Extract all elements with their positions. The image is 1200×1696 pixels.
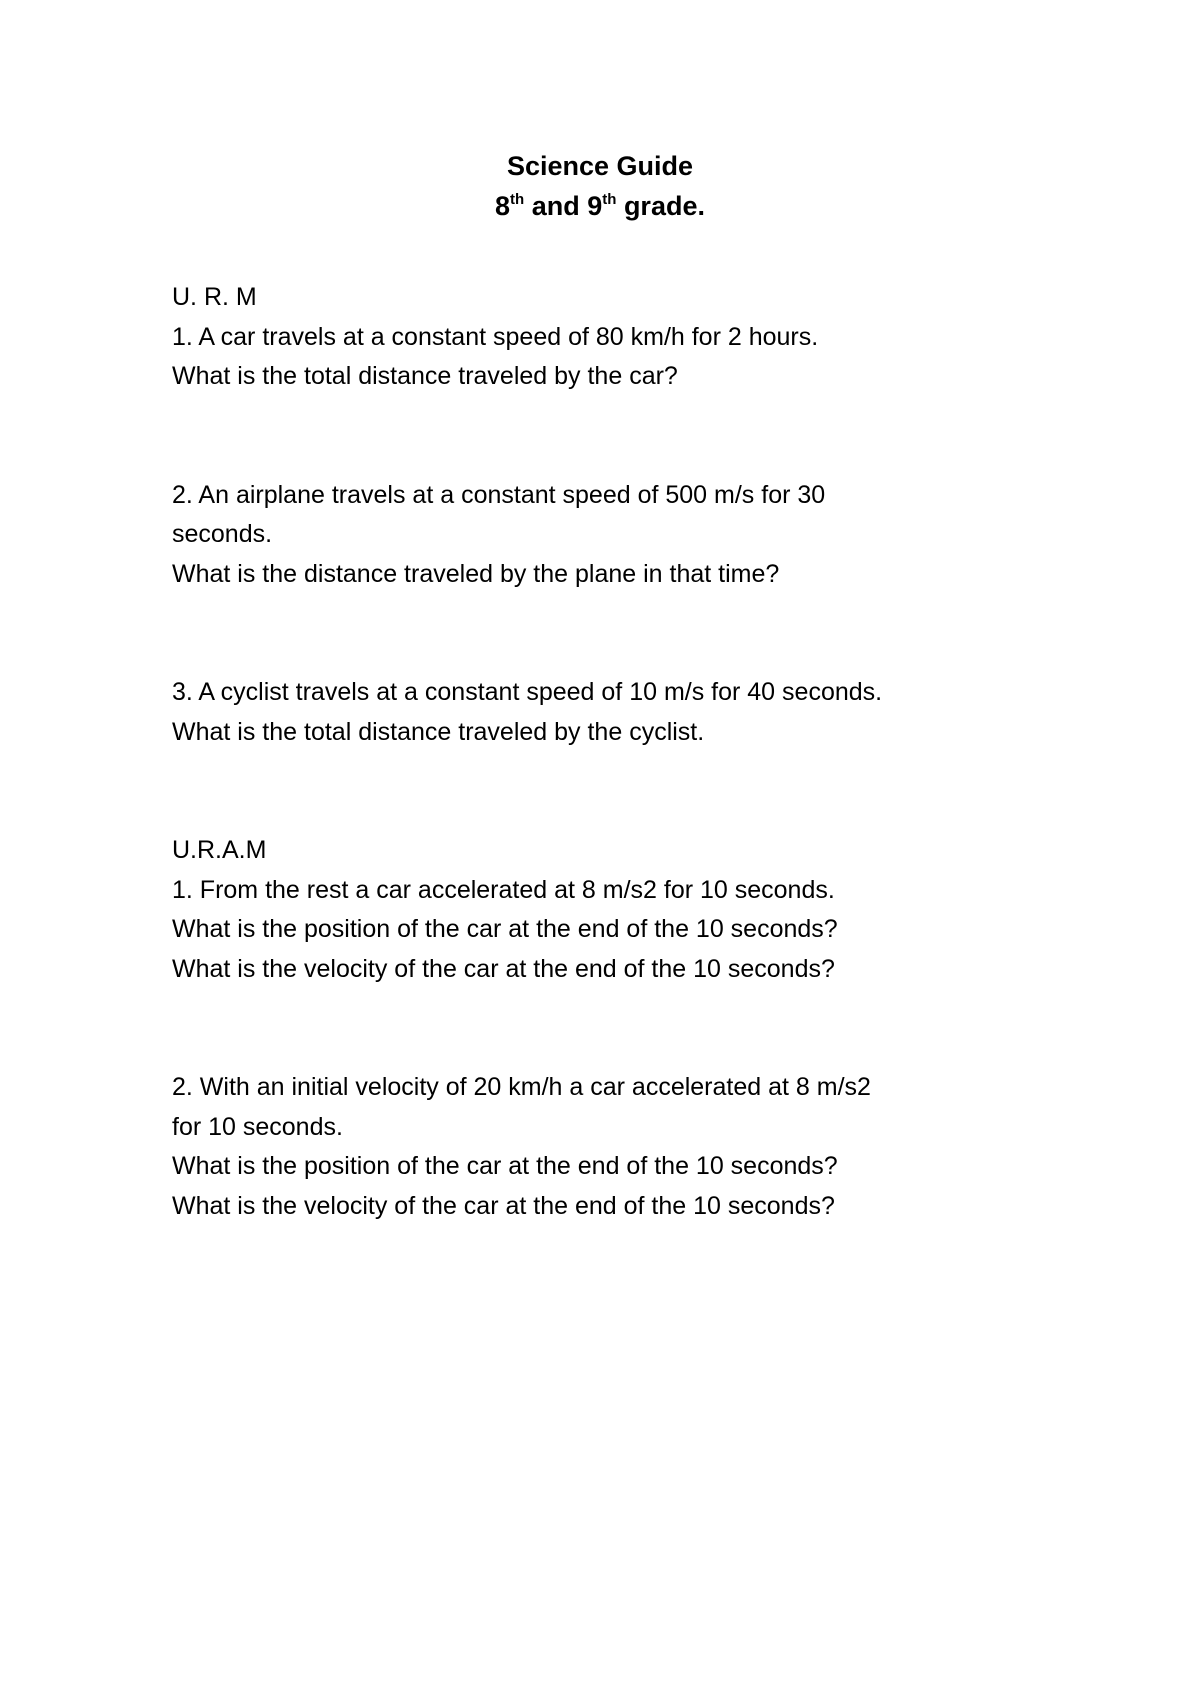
section-heading: U. R. M (172, 283, 257, 311)
title-block (0, 146, 1200, 226)
document-title: Science Guide (506, 151, 694, 181)
grade-b-ordinal: th (602, 191, 617, 208)
question-line: 1. From the rest a car accelerated at 8 m/s2 for 10 seconds. (172, 875, 835, 904)
grade-subtitle (0, 186, 1200, 226)
questions-content (172, 278, 1072, 1226)
grade-a-ordinal: th (510, 191, 525, 208)
question-urm-1 (172, 318, 1072, 397)
question-line: What is the position of the car at the end of the 10 seconds? (172, 1152, 838, 1180)
section-uram (172, 831, 1072, 1226)
grade-b: 9 (587, 191, 603, 221)
question-line: 2. With an initial velocity of 20 km/h a car accelerated at 8 m/s2 (172, 1073, 871, 1101)
grade-suffix: grade. (616, 191, 705, 221)
question-uram-1 (172, 871, 1072, 990)
question-line: What is the velocity of the car at the end of the 10 seconds? (172, 954, 835, 983)
question-line: What is the total distance traveled by the cyclist. (172, 717, 705, 746)
section-urm (172, 278, 1072, 752)
question-line: What is the position of the car at the end of the 10 seconds? (172, 915, 838, 943)
section-heading: U.R.A.M (172, 836, 267, 864)
question-line: 2. An airplane travels at a constant speed of 500 m/s for 30 (172, 480, 826, 509)
spacer (172, 594, 1072, 673)
grade-and: and (524, 191, 588, 221)
question-line: What is the velocity of the car at the end of the 10 seconds? (172, 1191, 835, 1220)
question-line: What is the total distance traveled by the car? (172, 362, 678, 390)
question-urm-2 (172, 476, 1072, 595)
spacer (172, 752, 1072, 831)
question-line: seconds. (172, 520, 273, 548)
question-uram-2 (172, 1068, 1072, 1226)
spacer (172, 397, 1072, 476)
question-line: What is the distance traveled by the plane in that time? (172, 559, 780, 588)
question-line: 1. A car travels at a constant speed of 80 km/h for 2 hours. (172, 322, 819, 351)
question-line: for 10 seconds. (172, 1112, 343, 1141)
question-urm-3 (172, 673, 1072, 752)
question-line: 3. A cyclist travels at a constant speed of 10 m/s for 40 seconds. (172, 678, 883, 706)
grade-a: 8 (495, 191, 511, 221)
spacer (172, 989, 1072, 1068)
